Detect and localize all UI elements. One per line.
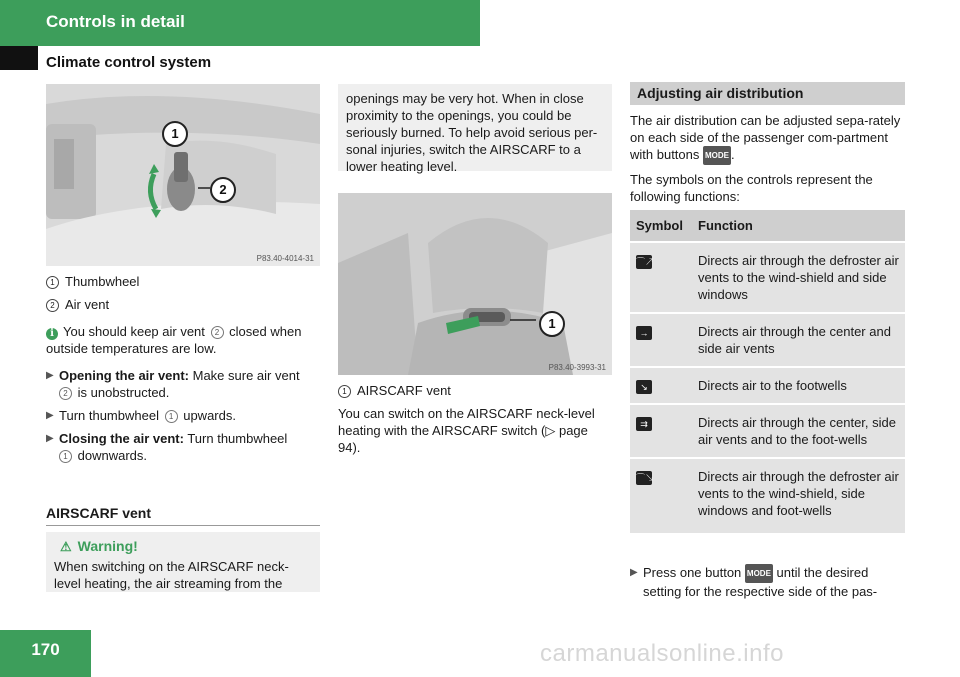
center-side-vents-icon: → bbox=[636, 326, 652, 340]
ref-number: 1 bbox=[46, 276, 59, 289]
column-header-function: Function bbox=[692, 210, 905, 241]
airscarf-illustration bbox=[338, 193, 612, 375]
figure-air-vent bbox=[46, 84, 320, 266]
column-header-symbol: Symbol bbox=[630, 210, 692, 241]
paragraph: The air distribution can be adjusted sepa-rately on each side of the passenger com-partment with buttons MODE . bbox=[630, 112, 905, 165]
legend-item: 1 Thumbwheel bbox=[46, 273, 321, 290]
arrow-icon: ▶ bbox=[630, 567, 638, 578]
paragraph: You can switch on the AIRSCARF neck-level heating with the AIRSCARF switch (▷ page 94). bbox=[338, 406, 595, 455]
center-side-foot-icon: ⇉ bbox=[636, 417, 652, 431]
ref-number: 2 bbox=[46, 299, 59, 312]
arrow-icon: ▶ bbox=[46, 433, 54, 444]
left-column bbox=[46, 273, 321, 470]
page-reference-link[interactable]: page 94 bbox=[338, 423, 588, 455]
info-icon: i bbox=[46, 328, 58, 340]
ref-number: 1 bbox=[59, 450, 72, 463]
warning-box-continued: openings may be very hot. When in close proximity to the openings, you could be seriously burned. To help avoid serious per-sonal injuries, switch the AIRSCARF to a lower heating level. bbox=[338, 84, 612, 171]
warning-heading: ⚠ Warning! bbox=[60, 538, 138, 554]
warning-text: When switching on the AIRSCARF neck-level heating, the air streaming from the bbox=[54, 559, 289, 591]
arrow-icon: ▶ bbox=[46, 410, 54, 421]
watermark: carmanualsonline.info bbox=[540, 640, 784, 667]
mode-button-icon: MODE bbox=[703, 146, 731, 165]
symbol-table bbox=[630, 208, 905, 535]
ref-number: 2 bbox=[59, 387, 72, 400]
page-ref-arrow-icon: ▷ bbox=[545, 423, 559, 438]
table-row: ⌒↗ Directs air through the defroster air vents to the wind-shield and side windows bbox=[630, 243, 905, 312]
instruction-step: ▶ Closing the air vent: Turn thumbwheel 1 downwards. bbox=[46, 431, 288, 463]
arrow-icon: ▶ bbox=[46, 370, 54, 381]
footwell-icon: ↘ bbox=[636, 380, 652, 394]
section-heading-air-distribution: Adjusting air distribution bbox=[630, 82, 905, 105]
instruction-step: ▶ Turn thumbwheel 1 upwards. bbox=[46, 408, 236, 423]
ref-number: 1 bbox=[165, 410, 178, 423]
figure-code: P83.40-3993-31 bbox=[548, 363, 606, 372]
callout-2: 2 bbox=[210, 177, 236, 203]
legend-item: 2 Air vent bbox=[46, 296, 321, 313]
info-note: i You should keep air vent 2 closed when outside temperatures are low. bbox=[46, 324, 302, 356]
instruction-step: ▶ Opening the air vent: Make sure air vent 2 is unobstructed. bbox=[46, 368, 300, 400]
section-marker bbox=[0, 46, 38, 70]
table-row: ⌒↘ Directs air through the defroster air vents to the wind-shield, side windows and foot-wells bbox=[630, 459, 905, 533]
figure-airscarf-vent bbox=[338, 193, 612, 375]
table-header-row bbox=[630, 210, 905, 241]
table-row: ↘ Directs air to the footwells bbox=[630, 368, 905, 403]
callout-1: 1 bbox=[539, 311, 565, 337]
air-vent-illustration bbox=[46, 84, 320, 266]
ref-number: 2 bbox=[211, 326, 224, 339]
section-heading-airscarf: AIRSCARF vent bbox=[46, 505, 320, 526]
table-row: → Directs air through the center and side air vents bbox=[630, 314, 905, 366]
warning-box bbox=[46, 532, 320, 592]
right-column-intro bbox=[630, 112, 905, 211]
paragraph: The symbols on the controls represent the following functions: bbox=[630, 172, 873, 204]
defrost-side-vents-icon: ⌒↗ bbox=[636, 257, 655, 267]
page-number: 170 bbox=[0, 630, 91, 677]
warning-triangle-icon: ⚠ bbox=[60, 539, 72, 554]
mode-button-icon: MODE bbox=[745, 564, 773, 583]
chapter-title: Controls in detail bbox=[46, 12, 185, 31]
ref-number: 1 bbox=[338, 385, 351, 398]
instruction-step: ▶ Press one button MODE until the desired setting for the respective side of the pas- bbox=[630, 565, 878, 599]
legend-item: 1 AIRSCARF vent bbox=[338, 382, 613, 399]
right-column-step bbox=[630, 564, 905, 606]
middle-column bbox=[338, 382, 613, 462]
figure-code: P83.40-4014-31 bbox=[256, 254, 314, 263]
callout-1: 1 bbox=[162, 121, 188, 147]
section-title: Climate control system bbox=[46, 54, 212, 71]
defrost-side-foot-icon: ⌒↘ bbox=[636, 473, 655, 483]
table-row: ⇉ Directs air through the center, side air vents and to the foot-wells bbox=[630, 405, 905, 457]
